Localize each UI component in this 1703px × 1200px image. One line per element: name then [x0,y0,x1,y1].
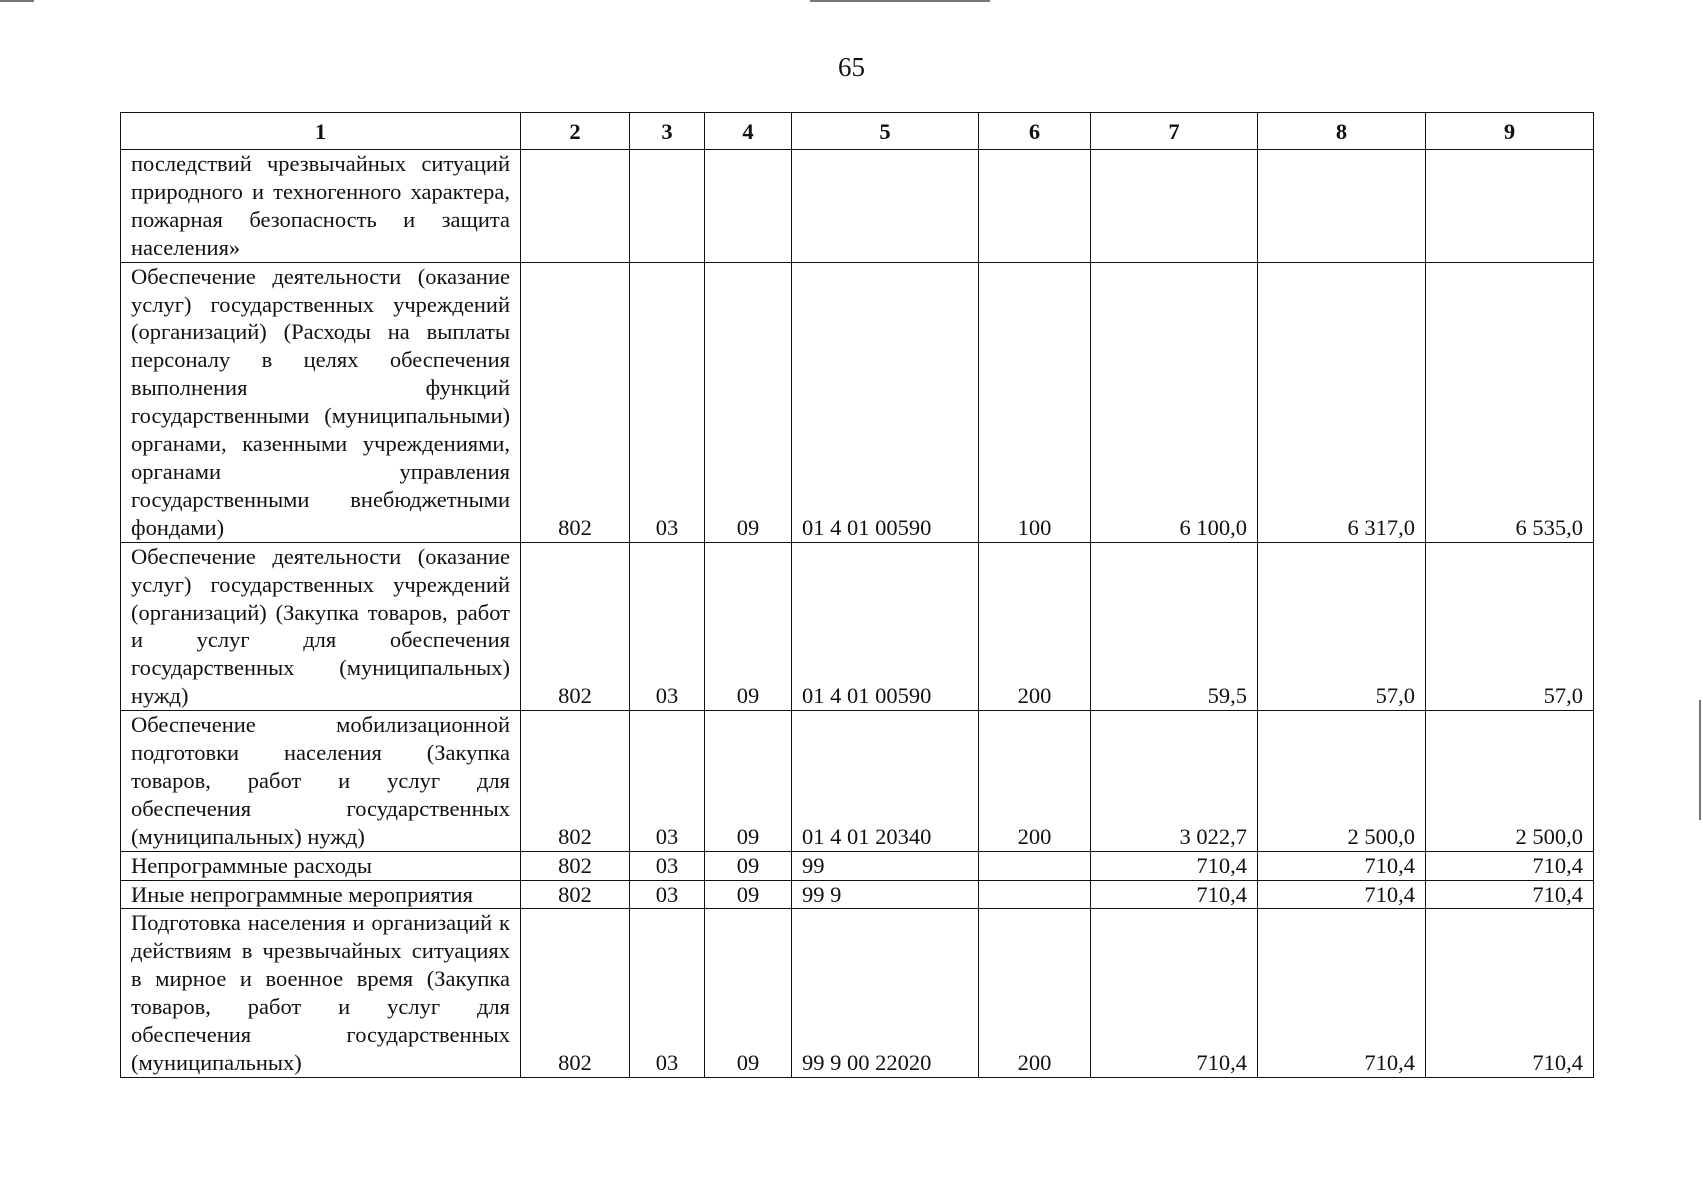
row-col-4: 09 [705,262,792,542]
table-row [121,150,1594,263]
row-description: Обеспечение мобилизационной подготовки населения (Закупка товаров, работ и услуг для обеспечения государственных (муниципальных) нужд) [121,711,521,852]
row-col-7: 710,4 [1091,880,1258,909]
table-row [121,909,1594,1077]
row-col-3: 03 [630,880,705,909]
row-description: Подготовка населения и организаций к действиям в чрезвычайных ситуациях в мирное и военное время (Закупка товаров, работ и услуг для обеспечения государственных (муниципальных) [121,909,521,1077]
row-col-5: 99 9 [792,880,979,909]
row-description: Обеспечение деятельности (оказание услуг) государственных учреждений (организаций) (Закупка товаров, работ и услуг для обеспечения государственных (муниципальных) нужд) [121,542,521,710]
row-col-5 [792,150,979,263]
row-col-2: 802 [521,542,630,710]
row-col-2: 802 [521,262,630,542]
row-col-8: 710,4 [1258,851,1426,880]
header-col-8: 8 [1258,113,1426,150]
header-col-6: 6 [979,113,1091,150]
row-col-9: 57,0 [1426,542,1594,710]
row-col-4: 09 [705,711,792,852]
row-col-4: 09 [705,851,792,880]
row-col-9: 710,4 [1426,880,1594,909]
table-row [121,711,1594,852]
table-header-row [121,113,1594,150]
table-row [121,542,1594,710]
table-row [121,851,1594,880]
row-col-9: 710,4 [1426,909,1594,1077]
row-col-3: 03 [630,262,705,542]
row-col-4: 09 [705,542,792,710]
row-col-5: 99 [792,851,979,880]
row-description: последствий чрезвычайных ситуаций природного и техногенного характера, пожарная безопасность и защита населения» [121,150,521,263]
row-col-3: 03 [630,542,705,710]
header-col-4: 4 [705,113,792,150]
row-col-5: 01 4 01 00590 [792,262,979,542]
header-col-9: 9 [1426,113,1594,150]
row-col-6: 200 [979,909,1091,1077]
row-col-9: 2 500,0 [1426,711,1594,852]
scan-artifact-top-center [810,0,990,2]
row-col-2: 802 [521,711,630,852]
row-col-8: 57,0 [1258,542,1426,710]
row-col-5: 99 9 00 22020 [792,909,979,1077]
row-description: Иные непрограммные мероприятия [121,880,521,909]
row-col-8 [1258,150,1426,263]
row-col-8: 710,4 [1258,880,1426,909]
row-col-6: 100 [979,262,1091,542]
row-col-5: 01 4 01 00590 [792,542,979,710]
row-col-7: 710,4 [1091,909,1258,1077]
row-col-2 [521,150,630,263]
row-col-6 [979,880,1091,909]
row-col-6 [979,150,1091,263]
row-col-9: 6 535,0 [1426,262,1594,542]
budget-table [120,112,1594,1078]
row-col-6 [979,851,1091,880]
row-description: Обеспечение деятельности (оказание услуг) государственных учреждений (организаций) (Расходы на выплаты персоналу в целях обеспечения выполнения функций государственными (муниципальными) органами, казенными учреждениями, органами управления государственными внебюджетными фондами) [121,262,521,542]
row-col-9 [1426,150,1594,263]
row-col-2: 802 [521,909,630,1077]
row-col-6: 200 [979,711,1091,852]
row-col-3: 03 [630,851,705,880]
row-col-8: 710,4 [1258,909,1426,1077]
row-col-7: 3 022,7 [1091,711,1258,852]
header-col-5: 5 [792,113,979,150]
row-description: Непрограммные расходы [121,851,521,880]
row-col-5: 01 4 01 20340 [792,711,979,852]
row-col-8: 6 317,0 [1258,262,1426,542]
row-col-3: 03 [630,909,705,1077]
row-col-7: 59,5 [1091,542,1258,710]
row-col-4 [705,150,792,263]
header-col-3: 3 [630,113,705,150]
table-row [121,880,1594,909]
row-col-9: 710,4 [1426,851,1594,880]
scan-artifact-top-left [0,0,34,2]
page-number: 65 [838,52,865,82]
header-col-1: 1 [121,113,521,150]
row-col-6: 200 [979,542,1091,710]
row-col-8: 2 500,0 [1258,711,1426,852]
row-col-7: 710,4 [1091,851,1258,880]
row-col-2: 802 [521,880,630,909]
row-col-2: 802 [521,851,630,880]
table-row [121,262,1594,542]
header-col-7: 7 [1091,113,1258,150]
header-col-2: 2 [521,113,630,150]
row-col-4: 09 [705,880,792,909]
row-col-3: 03 [630,711,705,852]
row-col-7 [1091,150,1258,263]
row-col-3 [630,150,705,263]
row-col-7: 6 100,0 [1091,262,1258,542]
row-col-4: 09 [705,909,792,1077]
scan-artifact-right-edge [1699,700,1701,820]
